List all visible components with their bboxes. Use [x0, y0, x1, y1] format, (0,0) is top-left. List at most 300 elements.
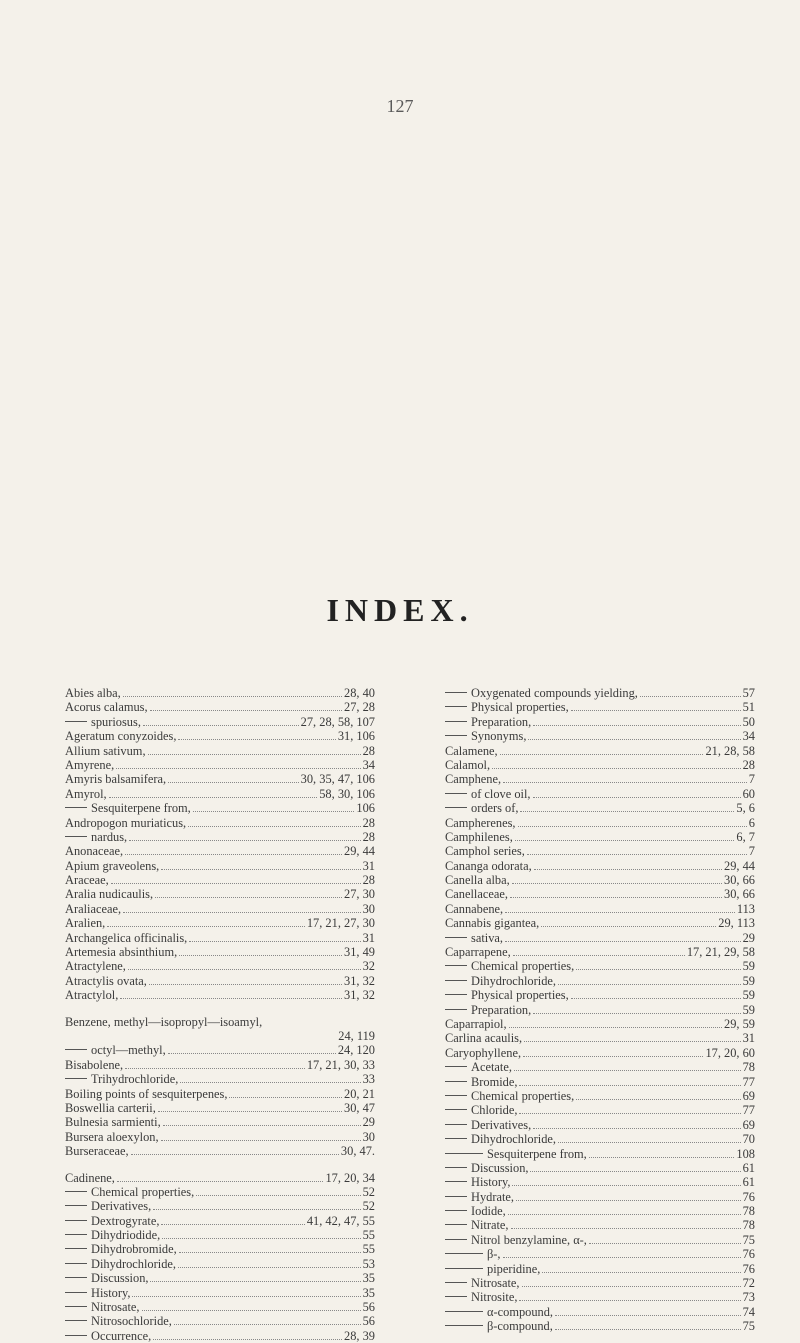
entry-pages: 30, 47. — [340, 1144, 375, 1159]
entry-pages: 59 — [742, 973, 755, 988]
dot-leader — [128, 960, 361, 970]
entry-pages: 7 — [748, 844, 755, 859]
entry-pages: 108 — [736, 1146, 755, 1161]
dot-leader — [117, 1172, 324, 1182]
index-entry — [65, 945, 375, 959]
dot-leader — [530, 1162, 740, 1172]
dot-leader — [589, 1148, 735, 1158]
entry-pages: 30 — [362, 1129, 375, 1144]
subentry-dash — [65, 1306, 87, 1307]
index-entry — [65, 715, 375, 729]
entry-term: Boswellia carterii, — [65, 1100, 156, 1115]
entry-pages: 30, 66 — [724, 887, 755, 902]
index-entry — [445, 1118, 755, 1132]
entry-pages: 56 — [362, 1300, 375, 1315]
dot-leader — [148, 745, 361, 755]
entry-pages: 6, 7 — [736, 829, 755, 844]
entry-term: Bisabolene, — [65, 1057, 124, 1072]
entry-pages: 27, 30 — [344, 887, 375, 902]
entry-term: Bursera aloexylon, — [65, 1129, 159, 1144]
entry-term: Bulnesia sarmienti, — [65, 1115, 161, 1130]
subentry-dash — [445, 692, 467, 693]
entry-term: β-compound, — [487, 1319, 553, 1334]
entry-pages: 57 — [742, 686, 755, 700]
entry-pages: 28, 39 — [344, 1328, 375, 1343]
entry-term: piperidine, — [487, 1261, 541, 1276]
dot-leader — [542, 1263, 740, 1273]
entry-pages: 29, 59 — [724, 1016, 755, 1031]
page-number: 127 — [386, 96, 414, 116]
entry-term: Amyrene, — [65, 757, 115, 772]
entry-pages: 28 — [362, 815, 375, 830]
index-entry — [445, 729, 755, 743]
subentry-dash — [65, 1191, 87, 1192]
index-entry — [65, 772, 375, 786]
subentry-dash — [445, 1239, 467, 1240]
index-entry — [65, 859, 375, 873]
entry-term: Nitrol benzylamine, α-, — [471, 1232, 587, 1247]
entry-term: History, — [471, 1175, 511, 1190]
entry-pages: 78 — [742, 1218, 755, 1233]
dot-leader — [640, 687, 741, 697]
dot-leader — [516, 1191, 741, 1201]
entry-term: Discussion, — [91, 1271, 149, 1286]
entry-term: Nitrosite, — [471, 1290, 518, 1305]
entry-pages: 74 — [742, 1304, 755, 1319]
index-entry — [445, 1075, 755, 1089]
entry-term: of clove oil, — [471, 786, 531, 801]
subentry-dash — [65, 1263, 87, 1264]
index-entry — [65, 787, 375, 801]
index-entry — [445, 902, 755, 916]
entry-pages: 7 — [748, 772, 755, 787]
index-entry — [65, 1271, 375, 1285]
entry-pages: 27, 28, 58, 107 — [300, 714, 375, 729]
subentry-dash — [445, 1253, 483, 1254]
index-entry — [65, 1314, 375, 1328]
entry-pages: 28 — [362, 873, 375, 888]
index-title: INDEX. — [326, 592, 474, 628]
entry-term: Iodide, — [471, 1204, 506, 1219]
entry-term: Chloride, — [471, 1103, 518, 1118]
dot-leader — [189, 932, 360, 942]
index-entry — [65, 1171, 375, 1185]
dot-leader — [519, 1076, 740, 1086]
dot-leader — [158, 1102, 342, 1112]
entry-pages: 29, 44 — [344, 844, 375, 859]
subentry-dash — [65, 1335, 87, 1336]
dot-leader — [503, 1248, 741, 1258]
entry-pages: 17, 21, 27, 30 — [306, 916, 375, 931]
entry-term: Andropogon muriaticus, — [65, 815, 187, 830]
entry-term: Benzene, methyl—isopropyl—isoamyl, — [65, 1014, 263, 1029]
dot-leader — [178, 730, 335, 740]
index-entry — [65, 801, 375, 815]
index-entry — [445, 758, 755, 772]
index-entry — [65, 1300, 375, 1314]
index-entry — [65, 1058, 375, 1072]
entry-term: Chemical properties, — [471, 1088, 575, 1103]
index-entry — [445, 844, 755, 858]
dot-leader — [178, 1258, 361, 1268]
index-entry — [65, 1087, 375, 1101]
index-entry — [445, 1031, 755, 1045]
dot-leader — [510, 888, 722, 898]
entry-term: Camphene, — [445, 772, 502, 787]
index-entry — [445, 916, 755, 930]
entry-term: Canella alba, — [445, 873, 510, 888]
index-entry — [65, 1199, 375, 1213]
entry-term: Nitrosate, — [471, 1276, 520, 1291]
entry-term: Sesquiterpene from, — [487, 1146, 587, 1161]
entry-pages: 73 — [742, 1290, 755, 1305]
index-entry — [65, 816, 375, 830]
entry-term: Synonyms, — [471, 729, 527, 744]
entry-term: Aralien, — [65, 916, 106, 931]
entry-pages: 30, 66 — [724, 873, 755, 888]
entry-pages: 60 — [742, 786, 755, 801]
dot-leader — [129, 831, 360, 841]
subentry-dash — [445, 1167, 467, 1168]
entry-pages: 33 — [362, 1072, 375, 1087]
entry-pages: 76 — [742, 1189, 755, 1204]
dot-leader — [143, 716, 299, 726]
entry-pages: 75 — [742, 1319, 755, 1334]
index-entry — [445, 772, 755, 786]
entry-term: History, — [91, 1285, 131, 1300]
dot-leader — [125, 845, 342, 855]
index-entry — [65, 1115, 375, 1129]
index-entry — [445, 1276, 755, 1290]
dot-leader — [541, 917, 716, 927]
index-entry — [65, 988, 375, 1002]
subentry-dash — [65, 1320, 87, 1321]
entry-term: Bromide, — [471, 1074, 518, 1089]
subentry-dash — [445, 1081, 467, 1082]
entry-term: Ageratum conyzoides, — [65, 729, 177, 744]
index-entry — [65, 830, 375, 844]
dot-leader — [142, 1301, 361, 1311]
subentry-dash — [445, 706, 467, 707]
subentry-dash — [445, 1268, 483, 1269]
index-entry — [445, 686, 755, 700]
entry-term: Caryophyllene, — [445, 1045, 522, 1060]
entry-term: Araceae, — [65, 873, 109, 888]
entry-pages: 5, 6 — [736, 801, 755, 816]
index-entry — [65, 873, 375, 887]
entry-pages: 6 — [748, 815, 755, 830]
subentry-dash — [445, 735, 467, 736]
index-entry — [65, 1072, 375, 1086]
index-entry — [65, 744, 375, 758]
entry-pages: 76 — [742, 1247, 755, 1262]
dot-leader — [511, 1219, 741, 1229]
entry-term: Calamene, — [445, 743, 498, 758]
index-entry — [445, 1103, 755, 1117]
index-entry — [445, 1089, 755, 1103]
entry-term: Cadinene, — [65, 1170, 115, 1185]
entry-pages: 31 — [742, 1031, 755, 1046]
index-entry — [445, 801, 755, 815]
dot-leader — [576, 1090, 740, 1100]
index-entry — [445, 859, 755, 873]
entry-term: β-, — [487, 1247, 501, 1262]
dot-leader — [153, 1330, 342, 1340]
entry-pages: 35 — [362, 1271, 375, 1286]
index-entry — [65, 1130, 375, 1144]
index-entry — [445, 816, 755, 830]
entry-pages: 56 — [362, 1314, 375, 1329]
entry-term: Derivatives, — [471, 1117, 532, 1132]
dot-leader — [533, 1119, 740, 1129]
subentry-dash — [445, 721, 467, 722]
index-entry — [65, 1043, 375, 1057]
subentry-dash — [445, 1095, 467, 1096]
subentry-dash — [445, 807, 467, 808]
index-entry — [65, 1144, 375, 1158]
dot-leader — [512, 874, 722, 884]
subentry-dash — [65, 1205, 87, 1206]
index-entry — [65, 1286, 375, 1300]
dot-leader — [174, 1315, 361, 1325]
dot-leader — [196, 1186, 360, 1196]
index-entry — [445, 715, 755, 729]
subentry-dash — [445, 1009, 467, 1010]
entry-pages: 31, 49 — [344, 945, 375, 960]
dot-leader — [161, 860, 360, 870]
entry-pages: 28, 40 — [344, 686, 375, 700]
entry-term: Dihydrochloride, — [91, 1256, 176, 1271]
entry-pages: 72 — [742, 1276, 755, 1291]
index-entry — [65, 729, 375, 743]
entry-pages: 34 — [362, 757, 375, 772]
entry-pages: 30 — [362, 901, 375, 916]
subentry-dash — [65, 721, 87, 722]
entry-term: Nitrosochloride, — [91, 1314, 172, 1329]
index-entry — [445, 1218, 755, 1232]
entry-term: nardus, — [91, 829, 128, 844]
entry-pages: 34 — [742, 729, 755, 744]
dot-leader — [179, 1243, 361, 1253]
entry-pages: 78 — [742, 1060, 755, 1075]
entry-term: spuriosus, — [91, 714, 141, 729]
entry-pages: 30, 35, 47, 106 — [300, 772, 375, 787]
entry-pages: 31, 32 — [344, 988, 375, 1003]
dot-leader — [163, 1116, 361, 1126]
dot-leader — [518, 817, 747, 827]
index-entry — [445, 1247, 755, 1261]
subentry-dash — [445, 1325, 483, 1326]
index-entry — [65, 844, 375, 858]
dot-leader — [229, 1088, 342, 1098]
entry-term: Preparation, — [471, 1002, 532, 1017]
entry-term: Chemical properties, — [471, 959, 575, 974]
entry-pages: 30, 47 — [344, 1100, 375, 1115]
index-entry — [445, 1132, 755, 1146]
entry-term: Carlina acaulis, — [445, 1031, 523, 1046]
entry-term: Discussion, — [471, 1160, 529, 1175]
entry-term: sativa, — [471, 930, 503, 945]
subentry-dash — [445, 1224, 467, 1225]
entry-term: Hydrate, — [471, 1189, 515, 1204]
entry-term: orders of, — [471, 801, 519, 816]
index-column-left — [65, 686, 375, 1343]
index-entry — [445, 959, 755, 973]
entry-term: Dihydriodide, — [91, 1228, 161, 1243]
entry-pages: 55 — [362, 1228, 375, 1243]
subentry-dash — [445, 1153, 483, 1154]
dot-leader — [492, 759, 741, 769]
subentry-dash — [65, 1049, 87, 1050]
entry-pages: 69 — [742, 1117, 755, 1132]
entry-pages: 27, 28 — [344, 700, 375, 715]
entry-term: Physical properties, — [471, 988, 569, 1003]
subentry-dash — [445, 1109, 467, 1110]
entry-term: Cannabene, — [445, 901, 504, 916]
index-entry — [65, 916, 375, 930]
index-entry — [65, 902, 375, 916]
dot-leader — [519, 1104, 740, 1114]
entry-pages: 113 — [736, 901, 755, 916]
dot-leader — [500, 745, 704, 755]
entry-pages: 76 — [742, 1261, 755, 1276]
dot-leader — [571, 701, 741, 711]
entry-term: Apium graveolens, — [65, 858, 160, 873]
index-entry — [65, 959, 375, 973]
dot-leader — [168, 773, 298, 783]
entry-term: Campherenes, — [445, 815, 516, 830]
subentry-dash — [445, 1311, 483, 1312]
dot-leader — [533, 1004, 740, 1014]
dot-leader — [515, 831, 735, 841]
subentry-dash — [65, 836, 87, 837]
entry-term: Burseraceae, — [65, 1144, 129, 1159]
entry-pages: 29 — [362, 1115, 375, 1130]
entry-pages: 29, 44 — [724, 858, 755, 873]
index-entry — [445, 1060, 755, 1074]
dot-leader — [571, 989, 741, 999]
subentry-dash — [445, 1196, 467, 1197]
dot-leader — [508, 1205, 741, 1215]
entry-term: Allium sativum, — [65, 743, 146, 758]
entry-term: Trihydrochloride, — [91, 1072, 179, 1087]
entry-pages: 28 — [742, 757, 755, 772]
dot-leader — [555, 1306, 741, 1316]
entry-term: Dihydrobromide, — [91, 1242, 177, 1257]
subentry-dash — [65, 1234, 87, 1235]
index-entry — [445, 1190, 755, 1204]
dot-leader — [123, 903, 361, 913]
entry-term: Occurrence, — [91, 1328, 152, 1343]
index-entry — [445, 1204, 755, 1218]
dot-leader — [505, 903, 735, 913]
subentry-dash — [65, 1292, 87, 1293]
entry-pages: 17, 21, 29, 58 — [686, 945, 755, 960]
index-entry — [445, 1046, 755, 1060]
entry-term: Canellaceae, — [445, 887, 508, 902]
entry-term: Anonaceae, — [65, 844, 124, 859]
dot-leader — [524, 1032, 741, 1042]
dot-leader — [125, 1059, 305, 1069]
entry-term: Nitrosate, — [91, 1300, 140, 1315]
index-entry — [65, 974, 375, 988]
dot-leader — [558, 1133, 741, 1143]
dot-leader — [149, 975, 342, 985]
entry-pages: 31, 106 — [337, 729, 375, 744]
entry-term: Derivatives, — [91, 1199, 152, 1214]
dot-leader — [131, 1145, 339, 1155]
index-entry — [65, 931, 375, 945]
dot-leader — [514, 1061, 741, 1071]
index-entry — [65, 1228, 375, 1242]
dot-leader — [520, 802, 734, 812]
entry-term: Camphilenes, — [445, 829, 513, 844]
index-entry — [65, 1015, 375, 1029]
entry-term: Araliaceae, — [65, 901, 122, 916]
subentry-dash — [445, 1210, 467, 1211]
entry-pages: 53 — [362, 1256, 375, 1271]
index-entry — [445, 787, 755, 801]
dot-leader — [505, 932, 741, 942]
index-entry — [65, 686, 375, 700]
entry-term: Nitrate, — [471, 1218, 509, 1233]
index-entry — [65, 1185, 375, 1199]
entry-pages: 31 — [362, 858, 375, 873]
entry-pages: 70 — [742, 1132, 755, 1147]
dot-leader — [528, 730, 740, 740]
dot-leader — [503, 773, 747, 783]
dot-leader — [533, 716, 740, 726]
entry-term: Boiling points of sesquiterpenes, — [65, 1086, 228, 1101]
entry-pages: 29 — [742, 930, 755, 945]
entry-term: Oxygenated compounds yielding, — [471, 686, 638, 700]
dot-leader — [522, 1277, 741, 1287]
entry-term: Dihydrochloride, — [471, 973, 556, 988]
index-entry — [65, 1329, 375, 1343]
dot-leader — [558, 975, 741, 985]
dot-leader — [180, 1073, 360, 1083]
index-entry — [445, 1175, 755, 1189]
dot-leader — [161, 1215, 304, 1225]
subentry-dash — [445, 965, 467, 966]
dot-leader — [132, 1287, 360, 1297]
entry-pages: 77 — [742, 1103, 755, 1118]
subentry-dash — [65, 807, 87, 808]
dot-leader — [168, 1044, 336, 1054]
dot-leader — [116, 759, 360, 769]
dot-leader — [107, 917, 305, 927]
subentry-dash — [445, 1124, 467, 1125]
dot-leader — [519, 1291, 740, 1301]
index-entry — [65, 887, 375, 901]
entry-pages: 69 — [742, 1088, 755, 1103]
index-entry — [445, 1003, 755, 1017]
index-entry — [445, 1290, 755, 1304]
index-column-right — [445, 686, 755, 1334]
dot-leader — [150, 701, 342, 711]
entry-pages: 17, 20, 34 — [325, 1170, 375, 1185]
dot-leader — [161, 1131, 361, 1141]
index-entry — [445, 974, 755, 988]
dot-leader — [188, 817, 360, 827]
subentry-dash — [65, 1277, 87, 1278]
dot-leader — [509, 1018, 722, 1028]
entry-pages: 59 — [742, 1002, 755, 1017]
subentry-dash — [65, 1220, 87, 1221]
entry-term: Amyrol, — [65, 786, 107, 801]
index-entry — [445, 700, 755, 714]
index-entry — [445, 1305, 755, 1319]
